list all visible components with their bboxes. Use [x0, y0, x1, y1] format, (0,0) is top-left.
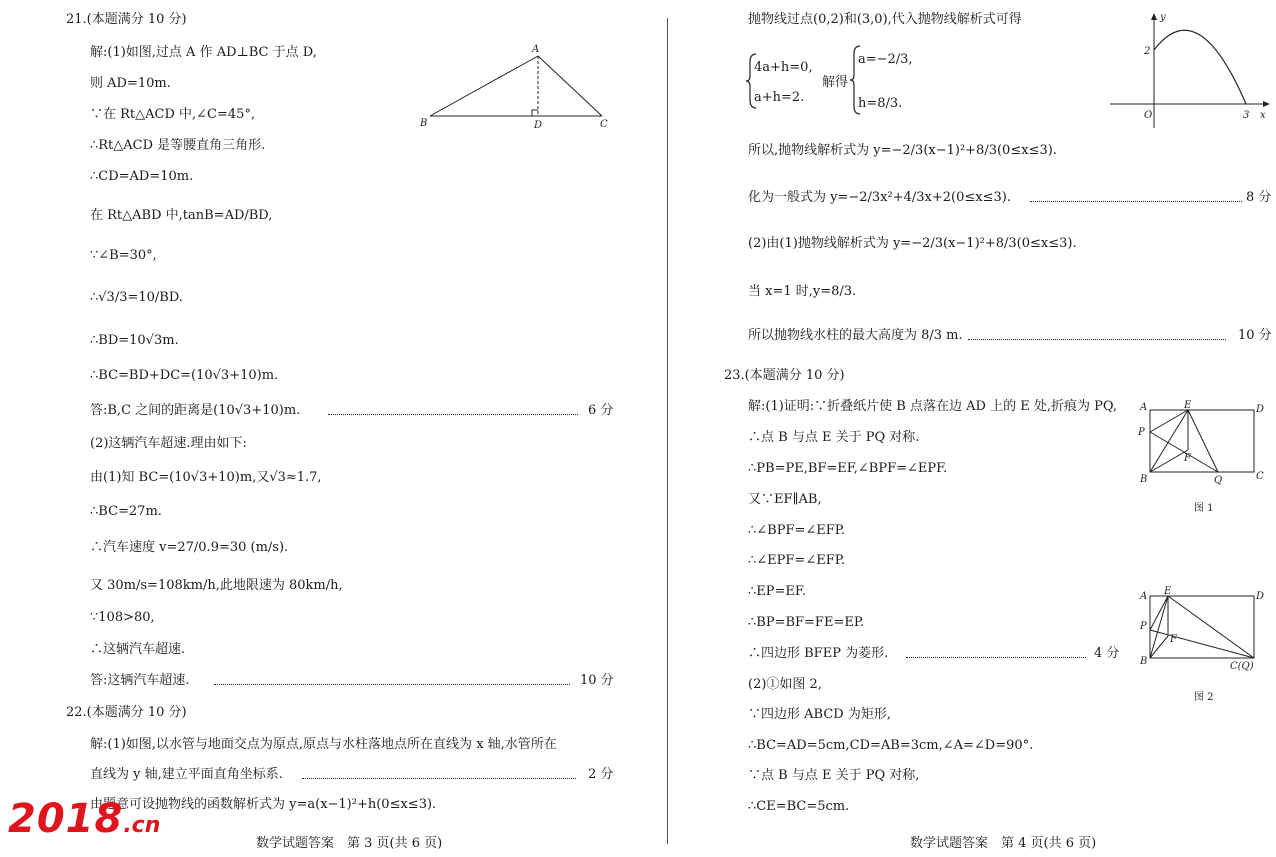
- text-line: ∴Rt△ACD 是等腰直角三角形.: [90, 138, 266, 153]
- equation-line: a=−2/3,: [858, 52, 913, 67]
- label-d: D: [1256, 591, 1265, 602]
- label-c: C: [1256, 471, 1264, 482]
- parabola-graph: [1106, 10, 1276, 132]
- text-line: 化为一般式为 y=−2/3x²+4/3x+2(0≤x≤3).: [748, 190, 1011, 205]
- text-line: 由题意可设抛物线的函数解析式为 y=a(x−1)²+h(0≤x≤3).: [90, 797, 437, 812]
- site-watermark: [8, 796, 160, 842]
- label-b: B: [1140, 656, 1148, 667]
- text-line: ∴CD=AD=10m.: [90, 169, 194, 184]
- text-line: 所以抛物线水柱的最大高度为 8/3 m.: [748, 328, 963, 343]
- score-label: 2 分: [588, 767, 614, 782]
- right-page: [672, 0, 1276, 857]
- equation-line: 4a+h=0,: [754, 60, 813, 75]
- text-line: ∴∠BPF=∠EFP.: [748, 523, 846, 538]
- text-line: ∴四边形 BFEP 为菱形.: [748, 646, 889, 661]
- tick-label-2: 2: [1144, 46, 1151, 57]
- label-p: P: [1140, 621, 1147, 632]
- label-a: A: [532, 44, 540, 55]
- footer-page-4: 数学试题答案 第 4 页(共 6 页): [910, 836, 1097, 851]
- score-label: 4 分: [1094, 646, 1120, 661]
- text-line: ∵在 Rt△ACD 中,∠C=45°,: [90, 107, 256, 122]
- text-line: ∴∠EPF=∠EFP.: [748, 553, 845, 568]
- label-b: B: [420, 118, 428, 129]
- text-line: 所以,抛物线解析式为 y=−2/3(x−1)²+8/3(0≤x≤3).: [748, 143, 1057, 158]
- text-line: ∴CE=BC=5cm.: [748, 799, 850, 814]
- text-line: 答:这辆汽车超速.: [90, 673, 190, 688]
- q22-heading: 22.(本题满分 10 分): [66, 705, 187, 720]
- label-d: D: [1256, 404, 1265, 415]
- text-line: ∴√3/3=10/BD.: [90, 290, 183, 305]
- text-line: ∵∠B=30°,: [90, 248, 157, 263]
- dot-leader: [328, 414, 578, 415]
- text-line: 由(1)知 BC=(10√3+10)m,又√3≈1.7,: [90, 470, 322, 485]
- axis-label-x: x: [1260, 110, 1266, 121]
- text-line: 又∵EF∥AB,: [748, 492, 822, 507]
- text-line: ∴BP=BF=FE=EP.: [748, 615, 865, 630]
- label-a: A: [1140, 591, 1148, 602]
- label-f: F: [1184, 453, 1191, 464]
- text-line: ∵点 B 与点 E 关于 PQ 对称,: [748, 768, 920, 783]
- fold-figure-2: [1134, 586, 1265, 672]
- dot-leader: [968, 339, 1226, 340]
- watermark-digits: 2018: [8, 796, 124, 842]
- watermark-domain: .cn: [123, 813, 161, 838]
- figure-1-caption: 图 1: [1194, 503, 1214, 514]
- label-f: F: [1170, 634, 1177, 645]
- text-line: ∴BC=BD+DC=(10√3+10)m.: [90, 368, 279, 383]
- label-p: P: [1138, 427, 1145, 438]
- fold-figure-1: [1134, 398, 1265, 490]
- text-line: 解:(1)如图,过点 A 作 AD⊥BC 于点 D,: [90, 45, 317, 60]
- text-line: ∴汽车速度 v=27/0.9=30 (m/s).: [90, 540, 289, 555]
- text-line: ∴这辆汽车超速.: [90, 642, 186, 657]
- label-c-q: C(Q): [1230, 661, 1254, 672]
- text-line: (2)①如图 2,: [748, 677, 822, 692]
- origin-label: O: [1144, 110, 1153, 121]
- text-line: (2)这辆汽车超速.理由如下:: [90, 436, 247, 451]
- text-line: 直线为 y 轴,建立平面直角坐标系.: [90, 767, 283, 782]
- label-b: B: [1140, 474, 1148, 485]
- label-c: C: [600, 119, 608, 130]
- equation-line: h=8/3.: [858, 96, 903, 111]
- text-line: 抛物线过点(0,2)和(3,0),代入抛物线解析式可得: [748, 12, 1022, 27]
- dot-leader: [302, 778, 576, 779]
- score-label: 10 分: [580, 673, 614, 688]
- dot-leader: [906, 657, 1086, 658]
- label-e: E: [1184, 400, 1192, 411]
- text-line: (2)由(1)抛物线解析式为 y=−2/3(x−1)²+8/3(0≤x≤3).: [748, 236, 1077, 251]
- label-q: Q: [1214, 475, 1223, 486]
- text-line: ∴PB=PE,BF=EF,∠BPF=∠EPF.: [748, 461, 948, 476]
- label-e: E: [1164, 586, 1172, 597]
- equation-line: a+h=2.: [754, 90, 805, 105]
- score-label: 6 分: [588, 403, 614, 418]
- score-label: 8 分: [1246, 190, 1272, 205]
- triangle-figure: [414, 40, 620, 134]
- text-line: 解:(1)证明:∵折叠纸片使 B 点落在边 AD 上的 E 处,折痕为 PQ,: [748, 399, 1117, 414]
- text-line: 在 Rt△ABD 中,tanB=AD/BD,: [90, 208, 273, 223]
- text-line: 则 AD=10m.: [90, 76, 171, 91]
- text-line: ∴BC=27m.: [90, 504, 162, 519]
- footer-page-3: 数学试题答案 第 3 页(共 6 页): [256, 836, 443, 851]
- text-line: 当 x=1 时,y=8/3.: [748, 284, 857, 299]
- page-divider: [667, 18, 668, 844]
- q21-heading: 21.(本题满分 10 分): [66, 12, 187, 27]
- q23-heading: 23.(本题满分 10 分): [724, 368, 845, 383]
- text-line: 解:(1)如图,以水管与地面交点为原点,原点与水柱落地点所在直线为 x 轴,水管所在: [90, 737, 557, 752]
- dot-leader: [214, 684, 570, 685]
- dot-leader: [1030, 201, 1242, 202]
- text-line: 又 30m/s=108km/h,此地限速为 80km/h,: [90, 578, 343, 593]
- label-a: A: [1140, 402, 1148, 413]
- text-line: ∴BC=AD=5cm,CD=AB=3cm,∠A=∠D=90°.: [748, 738, 1034, 753]
- text-line: ∴EP=EF.: [748, 584, 807, 599]
- label-d: D: [534, 120, 543, 131]
- axis-label-y: y: [1160, 12, 1166, 23]
- text-line: ∵108>80,: [90, 610, 155, 625]
- score-label: 10 分: [1238, 328, 1272, 343]
- text-line: ∴点 B 与点 E 关于 PQ 对称.: [748, 430, 920, 445]
- text-line: 解得: [822, 75, 849, 90]
- text-line: 答:B,C 之间的距离是(10√3+10)m.: [90, 403, 301, 418]
- tick-label-3: 3: [1243, 110, 1250, 121]
- text-line: ∵四边形 ABCD 为矩形,: [748, 707, 891, 722]
- figure-2-caption: 图 2: [1194, 692, 1214, 703]
- text-line: ∴BD=10√3m.: [90, 333, 179, 348]
